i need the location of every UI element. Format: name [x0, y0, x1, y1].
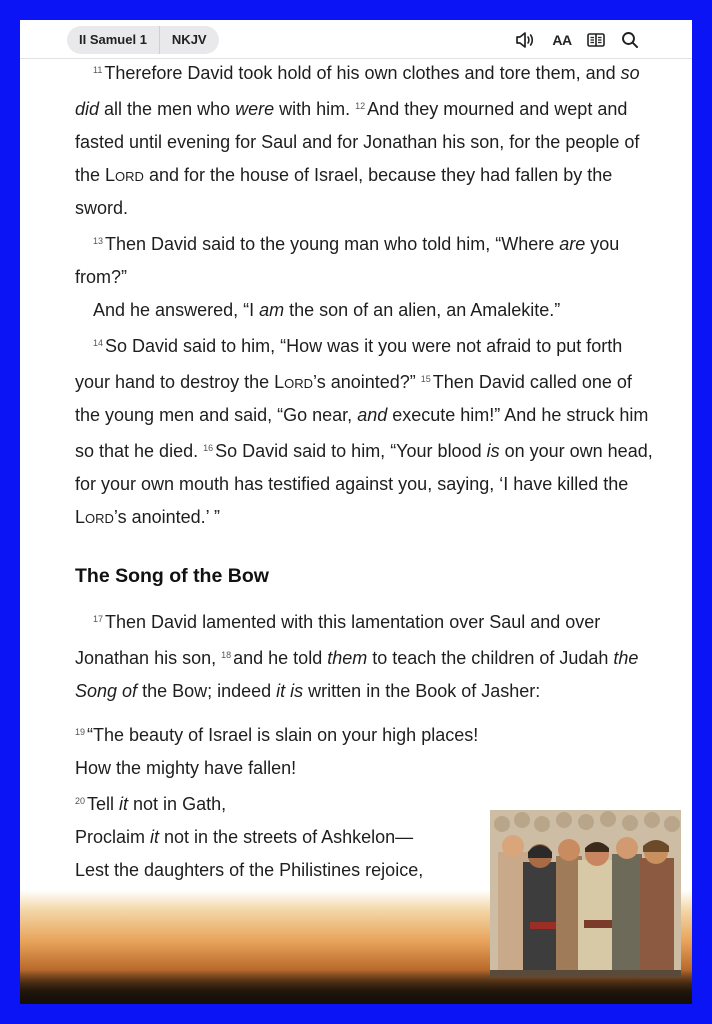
verse-text: and he told	[233, 648, 328, 668]
verse-text: not in Gath,	[128, 794, 227, 814]
verse-number[interactable]: 14	[93, 338, 104, 348]
italic-text: it is	[276, 681, 304, 701]
poetry-line: How the mighty have fallen!	[75, 758, 297, 778]
verse-text: execute him!” And he struck him so that he died.	[75, 405, 649, 461]
italic-text: it	[119, 794, 129, 814]
italic-text: them	[327, 648, 368, 668]
verse-text: Then David called one of the young men and said, “Go near,	[75, 372, 632, 425]
book-button[interactable]	[586, 29, 606, 51]
verse-number[interactable]: 17	[93, 614, 104, 624]
verse-text: ’s anointed?”	[313, 372, 421, 392]
font-size-button[interactable]	[551, 29, 573, 51]
audio-icon	[515, 31, 535, 49]
verse-text: on your own head, for your own mouth has testified against you, saying, ‘I have killed the	[75, 441, 653, 494]
font-size-icon: AA	[552, 32, 572, 48]
verse-number[interactable]: 19	[75, 727, 86, 737]
italic-text: am	[259, 300, 285, 320]
verse-text: And he answered, “I	[93, 300, 260, 320]
poetry-line: Lest the daughters of the Philistines rejoice,	[75, 860, 424, 880]
verse-text: the Bow; indeed	[137, 681, 277, 701]
version-button[interactable]: NKJV	[171, 32, 207, 47]
verse-number[interactable]: 15	[420, 374, 431, 384]
verse-text: So David said to him, “Your blood	[215, 441, 487, 461]
paragraph-v14-16	[75, 327, 655, 534]
verse-text: all the men who	[99, 99, 236, 119]
book-chapter-button[interactable]: II Samuel 1	[79, 32, 147, 47]
search-button[interactable]	[620, 29, 640, 51]
verse-text: “The beauty of Israel is slain on your high places!	[87, 725, 479, 745]
italic-text: are	[559, 234, 586, 254]
italic-text: so did	[75, 63, 640, 119]
verse-text: Then David said to the young man who told him, “Where	[105, 234, 560, 254]
book-icon	[587, 33, 605, 47]
verse-number[interactable]: 18	[221, 650, 232, 660]
verse-text: ’s anointed.’ ”	[113, 507, 220, 527]
paragraph-v17-18	[75, 603, 655, 708]
verse-number[interactable]: 13	[93, 236, 104, 246]
verse-text: And they mourned and wept and fasted until evening for Saul and for Jonathan his son, for the people of the	[75, 99, 640, 185]
verse-text: with him.	[274, 99, 356, 119]
verse-number[interactable]: 20	[75, 796, 86, 806]
verse-text: you from?”	[75, 234, 620, 287]
story-illustration[interactable]	[490, 810, 681, 978]
paragraph-v11-12	[75, 54, 655, 225]
reader-screen	[20, 20, 692, 1004]
verse-text: Then David lamented with this lamentation over Saul and over Jonathan his son,	[75, 612, 601, 668]
verse-number[interactable]: 12	[355, 101, 366, 111]
italic-text: were	[235, 99, 275, 119]
divine-name: Lord	[274, 372, 314, 392]
verse-text: Proclaim	[75, 827, 151, 847]
verse-number[interactable]: 11	[93, 65, 103, 75]
verse-text: written in the Book of Jasher:	[303, 681, 541, 701]
poetry-line	[75, 716, 655, 752]
verse-text: not in the streets of Ashkelon—	[159, 827, 414, 847]
italic-text: the Song of	[75, 648, 639, 701]
italic-text: it	[150, 827, 160, 847]
verse-text: Therefore David took hold of his own clothes and tore them, and	[104, 63, 621, 83]
verse-text: Tell	[87, 794, 120, 814]
verse-text: and for the house of Israel, because they had fallen by the sword.	[75, 165, 613, 218]
search-icon	[621, 31, 639, 49]
bible-text	[75, 54, 655, 920]
verse-text: to teach the children of Judah	[367, 648, 614, 668]
passage-selector[interactable]	[67, 26, 219, 54]
crowd-illustration	[490, 810, 681, 978]
audio-button[interactable]	[514, 29, 536, 51]
divine-name: Lord	[105, 165, 144, 185]
section-heading: The Song of the Bow	[75, 565, 269, 587]
divine-name: Lord	[75, 507, 114, 527]
paragraph-answer	[75, 294, 655, 327]
paragraph-v13	[75, 225, 655, 294]
italic-text: is	[486, 441, 500, 461]
verse-text: So David said to him, “How was it you were not afraid to put forth your hand to destroy the	[75, 336, 623, 392]
italic-text: and	[357, 405, 388, 425]
verse-number[interactable]: 16	[203, 443, 214, 453]
verse-text: the son of an alien, an Amalekite.”	[284, 300, 561, 320]
